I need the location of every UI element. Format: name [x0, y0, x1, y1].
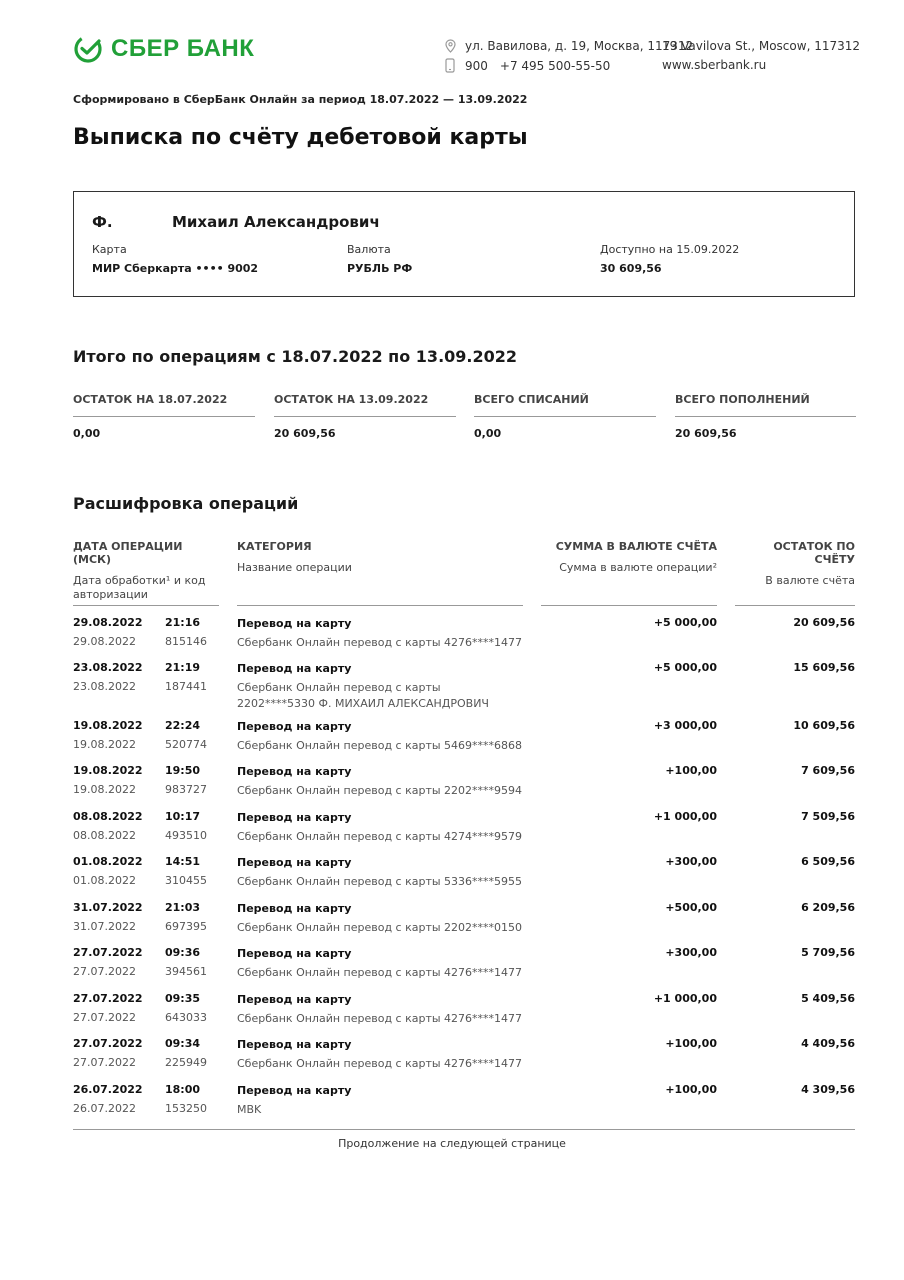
op-category: Перевод на карту	[237, 720, 352, 733]
sber-logo	[73, 34, 254, 64]
op-date: 27.07.2022	[73, 1037, 143, 1050]
op-date: 19.08.2022	[73, 764, 143, 777]
op-category: Перевод на карту	[237, 765, 352, 778]
total-label: ОСТАТОК НА 18.07.2022	[73, 393, 255, 417]
page-title: Выписка по счёту дебетовой карты	[73, 125, 528, 150]
op-auth-code: 815146	[165, 635, 207, 648]
op-proc-date: 31.07.2022	[73, 920, 136, 933]
op-date: 23.08.2022	[73, 661, 143, 674]
header-category-sub: Название операции	[237, 561, 352, 574]
op-time: 10:17	[165, 810, 201, 823]
contact-block	[443, 39, 693, 73]
op-time: 21:03	[165, 901, 201, 914]
op-auth-code: 697395	[165, 920, 207, 933]
op-balance: 4 409,56	[801, 1037, 855, 1050]
table-row[interactable]	[73, 946, 855, 992]
op-time: 09:36	[165, 946, 201, 959]
op-balance: 15 609,56	[793, 661, 855, 674]
op-time: 09:35	[165, 992, 201, 1005]
header-balance	[735, 540, 855, 588]
phone-number[interactable]: +7 495 500-55-50	[499, 58, 611, 73]
op-date: 27.07.2022	[73, 992, 143, 1005]
op-balance: 6 209,56	[801, 901, 855, 914]
op-auth-code: 493510	[165, 829, 207, 842]
header-date	[73, 540, 219, 602]
op-sum: +500,00	[665, 901, 717, 914]
holder-initial: Ф.	[92, 213, 113, 231]
op-time: 09:34	[165, 1037, 201, 1050]
header-date-sub: Дата обработки¹ и код авторизации	[73, 574, 206, 601]
op-date: 08.08.2022	[73, 810, 143, 823]
continue-note: Продолжение на следующей странице	[338, 1137, 566, 1150]
currency-info	[347, 243, 412, 275]
op-sum: +1 000,00	[653, 992, 717, 1005]
op-proc-date: 27.07.2022	[73, 1056, 136, 1069]
header-date-main: ДАТА ОПЕРАЦИИ (МСК)	[73, 540, 183, 566]
op-auth-code: 983727	[165, 783, 207, 796]
op-category: Перевод на карту	[237, 856, 352, 869]
op-sum: +100,00	[665, 1037, 717, 1050]
table-row[interactable]	[73, 901, 855, 946]
op-time: 18:00	[165, 1083, 201, 1096]
op-date: 27.07.2022	[73, 946, 143, 959]
mobile-phone-icon	[443, 58, 457, 73]
total-credits	[675, 393, 856, 440]
total-label: ВСЕГО СПИСАНИЙ	[474, 393, 656, 417]
holder-name: Михаил Александрович	[172, 213, 380, 231]
op-description: Сбербанк Онлайн перевод с карты 5469****6868	[237, 739, 523, 752]
op-category: Перевод на карту	[237, 993, 352, 1006]
op-proc-date: 29.08.2022	[73, 635, 136, 648]
op-balance: 7 509,56	[801, 810, 855, 823]
available-label: Доступно на 15.09.2022	[600, 243, 740, 256]
op-auth-code: 394561	[165, 965, 207, 978]
op-description: Сбербанк Онлайн перевод с карты 2202****5330 Ф. МИХАИЛ АЛЕКСАНДРОВИЧ	[237, 681, 489, 710]
op-sum: +5 000,00	[653, 661, 717, 674]
op-auth-code: 153250	[165, 1102, 207, 1115]
header-sum-main: СУММА В ВАЛЮТЕ СЧЁТА	[555, 540, 717, 553]
op-balance: 5 409,56	[801, 992, 855, 1005]
op-description: Сбербанк Онлайн перевод с карты 4276****1477	[237, 1012, 523, 1025]
location-pin-icon	[443, 39, 457, 53]
op-auth-code: 225949	[165, 1056, 207, 1069]
op-proc-date: 19.08.2022	[73, 738, 136, 751]
op-category: Перевод на карту	[237, 1038, 352, 1051]
op-time: 19:50	[165, 764, 201, 777]
op-date: 19.08.2022	[73, 719, 143, 732]
header-sum	[541, 540, 717, 575]
website-link[interactable]: www.sberbank.ru	[662, 58, 767, 72]
card-label: Карта	[92, 243, 127, 256]
op-proc-date: 23.08.2022	[73, 680, 136, 693]
card-info	[92, 243, 258, 275]
total-debits	[474, 393, 656, 440]
table-row[interactable]	[73, 661, 855, 719]
op-sum: +100,00	[665, 764, 717, 777]
op-auth-code: 310455	[165, 874, 207, 887]
op-time: 21:16	[165, 616, 201, 629]
op-balance: 7 609,56	[801, 764, 855, 777]
header-balance-sub: В валюте счёта	[765, 574, 855, 587]
op-auth-code: 520774	[165, 738, 207, 751]
op-date: 31.07.2022	[73, 901, 143, 914]
op-date: 01.08.2022	[73, 855, 143, 868]
table-bottom-divider	[73, 1129, 855, 1130]
table-row[interactable]	[73, 764, 855, 810]
generated-note: Сформировано в СберБанк Онлайн за период 18.07.2022 — 13.09.2022	[73, 93, 528, 106]
op-date: 26.07.2022	[73, 1083, 143, 1096]
op-category: Перевод на карту	[237, 811, 352, 824]
op-sum: +300,00	[665, 855, 717, 868]
op-sum: +1 000,00	[653, 810, 717, 823]
op-proc-date: 27.07.2022	[73, 965, 136, 978]
total-closing-balance	[274, 393, 456, 440]
op-auth-code: 187441	[165, 680, 207, 693]
op-description: MBK	[237, 1103, 262, 1116]
header-balance-main: ОСТАТОК ПО СЧЁТУ	[773, 540, 855, 566]
address-ru: ул. Вавилова, д. 19, Москва, 117312	[465, 39, 694, 53]
operations-table	[73, 616, 855, 1123]
totals-title: Итого по операциям с 18.07.2022 по 13.09.2022	[73, 347, 518, 366]
contact-block-en	[662, 39, 860, 72]
table-row[interactable]	[73, 719, 855, 764]
op-category: Перевод на карту	[237, 662, 352, 675]
op-time: 21:19	[165, 661, 201, 674]
header-divider	[541, 605, 717, 606]
total-value: 0,00	[474, 427, 502, 440]
op-proc-date: 01.08.2022	[73, 874, 136, 887]
total-opening-balance	[73, 393, 255, 440]
op-description: Сбербанк Онлайн перевод с карты 4274****9579	[237, 830, 523, 843]
op-balance: 20 609,56	[793, 616, 855, 629]
total-value: 20 609,56	[675, 427, 737, 440]
op-time: 14:51	[165, 855, 201, 868]
op-description: Сбербанк Онлайн перевод с карты 2202****9594	[237, 784, 523, 797]
op-proc-date: 19.08.2022	[73, 783, 136, 796]
op-category: Перевод на карту	[237, 617, 352, 630]
logo-text: СБЕР БАНК	[111, 35, 255, 62]
header-divider	[73, 605, 219, 606]
op-proc-date: 08.08.2022	[73, 829, 136, 842]
total-label: ОСТАТОК НА 13.09.2022	[274, 393, 456, 417]
header-divider	[735, 605, 855, 606]
card-holder	[92, 213, 380, 231]
address-en: 19 Vavilova St., Moscow, 117312	[662, 39, 860, 53]
op-balance: 10 609,56	[793, 719, 855, 732]
header-sum-sub: Сумма в валюте операции²	[559, 561, 717, 574]
operations-title: Расшифровка операций	[73, 494, 299, 513]
op-balance: 6 509,56	[801, 855, 855, 868]
op-auth-code: 643033	[165, 1011, 207, 1024]
op-sum: +100,00	[665, 1083, 717, 1096]
op-category: Перевод на карту	[237, 902, 352, 915]
op-proc-date: 27.07.2022	[73, 1011, 136, 1024]
currency-value: РУБЛЬ РФ	[347, 262, 413, 275]
op-description: Сбербанк Онлайн перевод с карты 4276****1477	[237, 636, 523, 649]
available-value: 30 609,56	[600, 262, 662, 275]
table-row[interactable]	[73, 855, 855, 901]
op-balance: 4 309,56	[801, 1083, 855, 1096]
table-row[interactable]	[73, 992, 855, 1037]
table-row[interactable]	[73, 616, 855, 661]
short-phone[interactable]: 900	[465, 58, 488, 73]
op-category: Перевод на карту	[237, 947, 352, 960]
total-value: 0,00	[73, 427, 101, 440]
op-date: 29.08.2022	[73, 616, 143, 629]
sber-check-icon	[73, 34, 103, 64]
op-category: Перевод на карту	[237, 1084, 352, 1097]
header-divider	[237, 605, 523, 606]
card-value: МИР Сберкарта •••• 9002	[92, 262, 259, 275]
total-value: 20 609,56	[274, 427, 336, 440]
table-row[interactable]	[73, 1083, 855, 1123]
op-sum: +3 000,00	[653, 719, 717, 732]
account-card-box	[73, 191, 855, 297]
op-description: Сбербанк Онлайн перевод с карты 2202****0150	[237, 921, 523, 934]
total-label: ВСЕГО ПОПОЛНЕНИЙ	[675, 393, 856, 417]
header-category-main: КАТЕГОРИЯ	[237, 540, 312, 553]
table-row[interactable]	[73, 1037, 855, 1083]
table-row[interactable]	[73, 810, 855, 855]
op-balance: 5 709,56	[801, 946, 855, 959]
op-description: Сбербанк Онлайн перевод с карты 5336****5955	[237, 875, 523, 888]
op-sum: +300,00	[665, 946, 717, 959]
available-info	[600, 243, 739, 275]
op-sum: +5 000,00	[653, 616, 717, 629]
op-description: Сбербанк Онлайн перевод с карты 4276****1477	[237, 1057, 523, 1070]
op-proc-date: 26.07.2022	[73, 1102, 136, 1115]
op-time: 22:24	[165, 719, 201, 732]
currency-label: Валюта	[347, 243, 391, 256]
op-description: Сбербанк Онлайн перевод с карты 4276****1477	[237, 966, 523, 979]
header-category	[237, 540, 523, 575]
